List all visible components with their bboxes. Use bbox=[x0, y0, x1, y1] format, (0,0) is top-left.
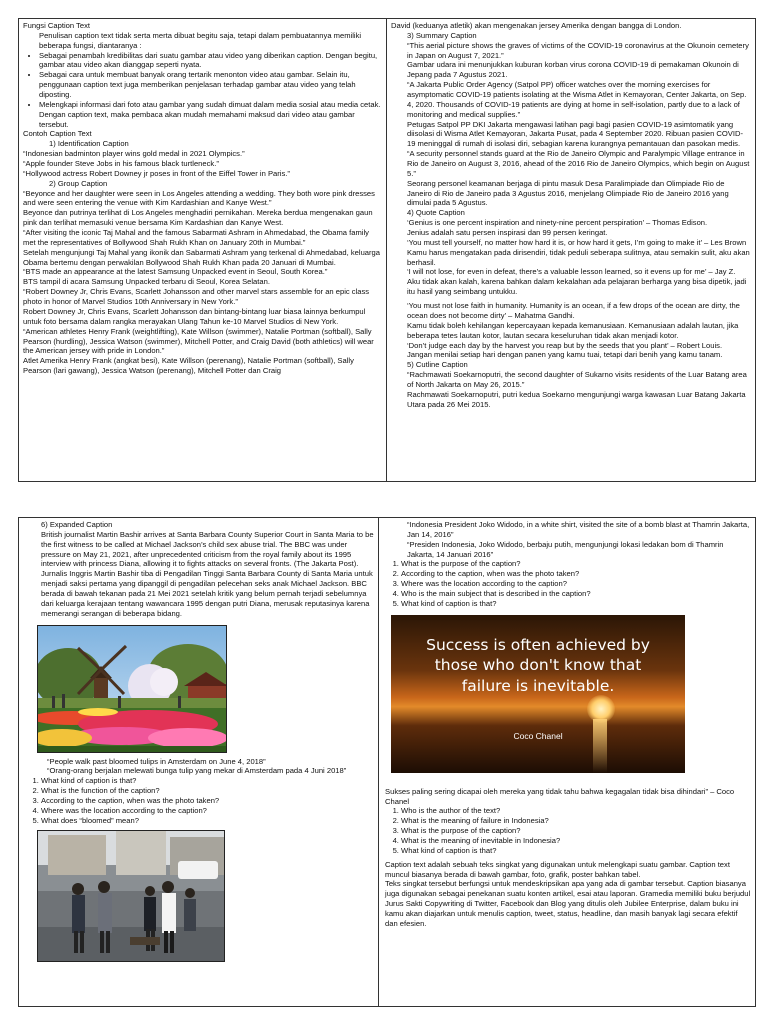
question-item: 2. What is the meaning of failure in Indonesia? bbox=[401, 816, 751, 826]
page1-right-column bbox=[387, 19, 755, 481]
quote-image-text: Success is often achieved by those who don't know that failure is inevitable. bbox=[426, 635, 650, 695]
question-item: 5. What does “bloomed” mean? bbox=[41, 816, 374, 826]
question-item: 2. According to the caption, when was the photo taken? bbox=[401, 569, 751, 579]
fungsi-heading: Fungsi Caption Text bbox=[23, 21, 90, 30]
question-item: 3. According to the caption, when was the photo taken? bbox=[41, 796, 374, 806]
question-item: 2. What is the function of the caption? bbox=[41, 786, 374, 796]
example-paragraph: “Beyonce and her daughter were seen in Los Angeles attending a wedding. They both wore pink dresses and were seen entering the venue with Kim Kardashian and Kanye West.” bbox=[23, 188, 375, 208]
page1-left-column bbox=[19, 19, 387, 481]
question-item: 4. What is the meaning of inevitable in Indonesia? bbox=[401, 836, 751, 846]
example-line: “Apple founder Steve Jobs in his famous black turtleneck.” bbox=[23, 159, 219, 169]
question-item: 1. Who is the author of the text? bbox=[401, 806, 751, 816]
quote-caption-heading: 4) Quote Caption bbox=[407, 208, 465, 218]
example-paragraph: Jurnalis Inggris Martin Bashir tiba di Pengadilan Tinggi Santa Barbara County di Santa Maria untuk menjadi saksi pertama yang dipanggil di pengadilan pelecehan seks anak Michael Jackson. BBC berada di bawah tekanan pada 21 Mei 2021 setelah kritik yang belum pernah terjadi sebelumnya dari keluarga kerajaan tentang wawancara 1995 dengan putri Diana, merusak reputasinya karena memerangi serangan di beberapa bidang. bbox=[41, 569, 373, 618]
example-paragraph: ‘Genius is one percent inspiration and ninety-nine percent perspiration’ – Thomas Edison. bbox=[407, 218, 708, 228]
sun-reflection bbox=[593, 719, 607, 773]
fungsi-bullet-list bbox=[23, 51, 382, 130]
page2-right-column bbox=[378, 518, 755, 1006]
photo2-question-list bbox=[385, 559, 751, 608]
example-paragraph: “This aerial picture shows the graves of victims of the COVID-19 coronavirus at the Okunoin cemetery in Japan on August 7, 2021.” bbox=[407, 40, 749, 60]
example-paragraph: Rachmawati Soekarnoputri, putri kedua Soekarno mengunjungi warga kawasan Luar Batang Jakarta Utara pada 26 Mei 2015. bbox=[407, 389, 746, 409]
question-item: 4. Who is the main subject that is described in the caption? bbox=[401, 589, 751, 599]
fungsi-bullet: • Sebagai cara untuk membuat banyak orang tertarik menonton video atau gambar. Selain itu, penggunaan caption text juga memberikan penjelasan terhadap gambar atau video yang telah diposting. bbox=[39, 70, 382, 100]
question-item: 3. Where was the location according to the caption? bbox=[401, 579, 751, 589]
identification-caption-heading: 1) Identification Caption bbox=[49, 139, 129, 149]
fungsi-bullet: • Melengkapi informasi dari foto atau gambar yang sudah dimuat dalam media sosial atau media cetak. Dengan caption text, maka pembaca akan mudah memahami maksud dari video atau gambar tersebut. bbox=[39, 100, 382, 130]
question-item: 1. What kind of caption is that? bbox=[41, 776, 374, 786]
document-page-1 bbox=[18, 18, 756, 482]
example-paragraph: “Robert Downey Jr, Chris Evans, Scarlett Johansson and other marvel stars assemble for an epic class photo in honor of Marvel Studios 10th Anniversary in New York.” bbox=[23, 287, 370, 307]
example-paragraph: “A Jakarta Public Order Agency (Satpol PP) officer watches over the morning exercises for asymptomatic COVID-19 patients isolating at the Wisma Atlet in Kemayoran, Center Jakarta, on Sep. 4, 2020. Thousands of COVID-19 patients are dying at home in self-isolation, partly due to a lack of monitoring and medical supplies.” bbox=[407, 80, 747, 119]
quote-translation: Sukses paling sering dicapai oleh mereka yang tidak tahu bahwa kegagalan tidak bisa dihindari” – Coco Chanel bbox=[385, 786, 735, 806]
expanded-caption-heading: 6) Expanded Caption bbox=[41, 520, 113, 529]
example-paragraph: Gambar udara ini menunjukkan kuburan korban virus corona COVID-19 di pemakaman Okunoin di Jepang pada 7 Agustus 2021. bbox=[407, 60, 739, 80]
closing-paragraph: Teks singkat tersebut berfungsi untuk mendeskripsikan apa yang ada di gambar tersebut. Caption biasanya juga digunakan sebagai penekanan suatu konten artikel, esai atau laporan. Gramedia memiliki buku berjudul Jurus Sakti Copywriting di Twitter, Facebook dan Blog yang ditulis oleh Jubilee Enterprise, dalam buku ini kamu akan diajarkan untuk menulis caption, tweet, status, headline, dan masih banyak lagi secara efektif dan efesien. bbox=[385, 879, 751, 928]
example-paragraph: “American athletes Henry Frank (weightlifting), Kate Willson (swimmer), Natalie Portman (softball), Sally Pearson (hurdling), Jessica Watson (swimmer), Mitchell Potter, and Craig David (both athletics) will wear the American jersey with pride in London.” bbox=[23, 326, 374, 356]
quote-question-list bbox=[385, 806, 751, 855]
quote-image-author: Coco Chanel bbox=[513, 730, 563, 741]
photo1-caption-id: “Orang-orang berjalan melewati bunga tulip yang mekar di Amsterdam pada 4 Juni 2018” bbox=[47, 766, 347, 776]
group-caption-heading: 2) Group Caption bbox=[49, 178, 108, 188]
example-paragraph: Jenius adalah satu persen inspirasi dan 99 persen keringat. bbox=[407, 228, 608, 238]
example-paragraph: “BTS made an appearance at the latest Samsung Unpacked event in Seoul, South Korea.” bbox=[23, 267, 328, 277]
quote-sunset-image bbox=[391, 615, 685, 773]
example-line: “Indonesian badminton player wins gold medal in 2021 Olympics.” bbox=[23, 149, 245, 159]
cutline-caption-heading: 5) Cutline Caption bbox=[407, 360, 468, 370]
example-paragraph: Beyonce dan putrinya terlihat di Los Angeles menghadiri pernikahan. Mereka berdua mengenakan gaun pink dan terlihat memasuki venue bersama Kim Kardashian dan Kanye West. bbox=[23, 208, 373, 228]
example-paragraph: Robert Downey Jr, Chris Evans, Scarlett Johansson dan bintang-bintang luar biasa lainnya berkumpul untuk foto bersama dalam rangka merayakan Ulang Tahun ke-10 Marvel Studios di New York. bbox=[23, 306, 366, 326]
example-paragraph: BTS tampil di acara Samsung Unpacked terbaru di Seoul, Korea Selatan. bbox=[23, 277, 270, 287]
example-paragraph: Kamu harus mengatakan pada dirisendiri, tidak peduli seberapa sulitnya, atau semakin sulit, aku akan berhasil. bbox=[407, 247, 750, 267]
example-paragraph: Atlet Amerika Henry Frank (angkat besi), Kate Willson (perenang), Natalie Portman (softball), Sally Pearson (lari gawang), Jessica Watson (perenang), Mitchell Potter dan Craig bbox=[23, 356, 354, 376]
example-line: “Hollywood actress Robert Downey jr poses in front of the Eiffel Tower in Paris.” bbox=[23, 168, 290, 178]
example-paragraph: ‘You must not lose faith in humanity. Humanity is an ocean, if a few drops of the ocean are dirty, the ocean does not become dirty’ – Mahatma Gandhi. bbox=[407, 301, 740, 320]
example-paragraph: “A security personnel stands guard at the Rio de Janeiro Olympic and Paralympic Village entrance in Rio de Janeiro on August 3, 2016, ahead of the 2016 Rio de Janeiro Olympics, which begin on August 5.” bbox=[407, 149, 750, 178]
photo1-question-list bbox=[25, 776, 374, 825]
question-item: 3. What is the purpose of the caption? bbox=[401, 826, 751, 836]
photo1-caption-en: “People walk past bloomed tulips in Amsterdam on June 4, 2018” bbox=[47, 756, 266, 766]
example-paragraph: ‘Don’t judge each day by the harvest you reap but by the seeds that you plant’ – Robert Louis. bbox=[407, 340, 723, 350]
document-page-2 bbox=[18, 517, 756, 1007]
question-item: 5. What kind of caption is that? bbox=[401, 846, 751, 856]
example-paragraph: “After visiting the iconic Taj Mahal and the famous Sabarmati Ashram in Ahmedabad, the Obama family met the representatives of Bollywood Shah Rukh Khan on January 20th in Mumbai.” bbox=[23, 228, 369, 247]
fungsi-intro: Penulisan caption text tidak serta merta dibuat begitu saja, tetapi dalam pembuatannya memiliki beberapa fungsi, diantaranya : bbox=[39, 30, 362, 50]
example-paragraph: “Rachmawati Soekarnoputri, the second daughter of Sukarno visits residents of the Luar Batang area of North Jakarta on May 26, 2015.” bbox=[407, 370, 747, 389]
summary-caption-heading: 3) Summary Caption bbox=[407, 30, 477, 40]
example-paragraph: ‘You must tell yourself, no matter how hard it is, or how hard it gets, I’m going to make it’ – Les Brown bbox=[407, 237, 747, 247]
continued-line: David (keduanya atletik) akan mengenakan jersey Amerika dengan bangga di London. bbox=[391, 21, 682, 30]
photo2-caption-en: “Indonesia President Joko Widodo, in a white shirt, visited the site of a bomb blast at Thamrin Jakarta, Jan 14, 2016” bbox=[407, 520, 750, 539]
example-paragraph: Kamu tidak boleh kehilangan kepercayaan kepada kemanusiaan. Kemanusiaan adalah lautan, jika beberapa tetes lautan kotor, lautan secara keseluruhan tidak akan menjadi kotor. bbox=[407, 320, 739, 340]
example-paragraph: Petugas Satpol PP DKI Jakarta mengawasi latihan pagi bagi pasien COVID-19 asimtomatik yang diisolasi di Wisma Atlet Kemayoran, Jakarta Pusat, pada 4 September 2020. Ribuan pasien COVID-19 meninggal di rumah di isolasi diri, sebagian karena kurangnya pemantauan dan pasokan medis. bbox=[407, 119, 743, 149]
example-paragraph: British journalist Martin Bashir arrives at Santa Barbara County Superior Court in Santa Maria to be the first witness to be called at Michael Jackson’s child sex abuse trial. The BBC was under pressure on May 21, 2021, after unprecedented criticism from the royal family about its 1995 interview with princess Diana, allowing it to fights attacks on several fronts. (The Jakarta Post). bbox=[41, 529, 374, 569]
question-item: 4. Where was the location according to the caption? bbox=[41, 806, 374, 816]
photo2-caption-id: “Presiden Indonesia, Joko Widodo, berbaju putih, mengunjungi lokasi ledakan bom di Thamrin Jakarta, 14 Januari 2016” bbox=[407, 539, 724, 559]
closing-paragraph: Caption text adalah sebuah teks singkat yang digunakan untuk melengkapi suatu gambar. Caption text muncul biasanya berada di bawah gambar, foto, grafik, poster bahkan tabel. bbox=[385, 859, 730, 879]
example-paragraph: Aku tidak akan kalah, karena bahkan dalam kekalahan ada pelajaran berharga yang bisa dipetik, jadi itu hasil yang seimbang untukku. bbox=[407, 277, 747, 297]
tulips-windmill-photo bbox=[37, 625, 227, 753]
fungsi-bullet: • Sebagai penambah kredibilitas dari suatu gambar atau video yang diberikan caption. Dengan begitu, gambar atau video akan dianggap seperti nyata. bbox=[39, 51, 382, 71]
example-paragraph: Setelah mengunjungi Taj Mahal yang ikonik dan Sabarmati Ashram yang terkenal di Ahmedabad, keluarga Obama bertemu dengan perwakilan Bollywood Shah Rukh Khan pada 20 Januari di Mumbai. bbox=[23, 247, 380, 267]
page2-left-column bbox=[19, 518, 378, 1006]
question-item: 5. What kind of caption is that? bbox=[401, 599, 751, 609]
contoh-heading: Contoh Caption Text bbox=[23, 129, 92, 139]
example-paragraph: Jangan menilai setiap hari dengan panen yang kamu tuai, tetapi dari benih yang kamu tanam. bbox=[407, 350, 723, 360]
example-paragraph: ‘I will not lose, for even in defeat, there’s a valuable lesson learned, so it evens up for me’ – Jay Z. bbox=[407, 267, 736, 277]
example-paragraph: Seorang personel keamanan berjaga di pintu masuk Desa Paralimpiade dan Olimpiade Rio de Janeiro di Rio de Janeiro pada 3 Agustus 2016, menjelang Olimpiade Rio de Janeiro 2016 yang dimulai pada 5 Agustus. bbox=[407, 178, 729, 208]
question-item: 1. What is the purpose of the caption? bbox=[401, 559, 751, 569]
bomb-site-photo bbox=[37, 830, 225, 962]
